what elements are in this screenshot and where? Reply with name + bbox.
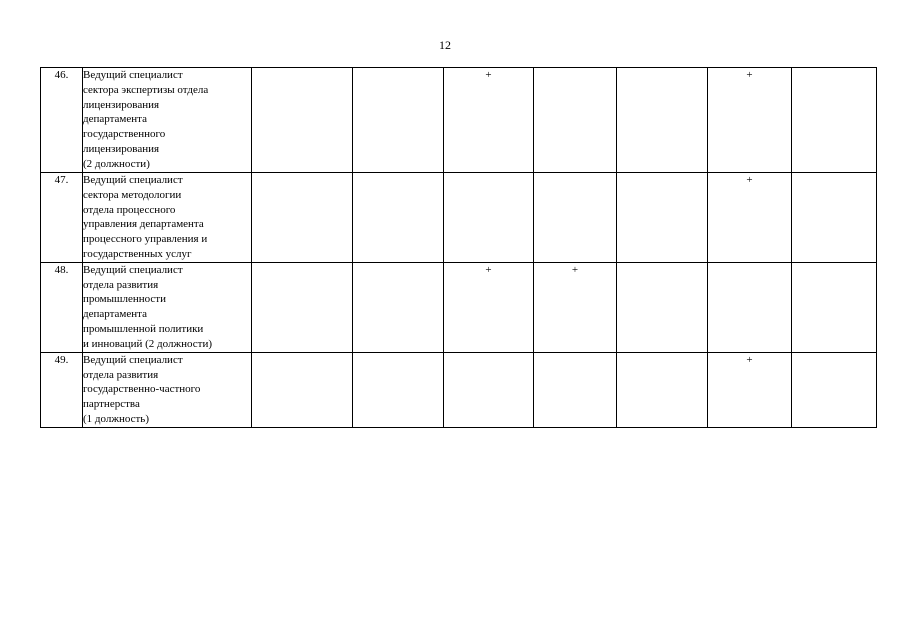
mark-cell — [252, 352, 353, 427]
mark-cell — [353, 352, 444, 427]
mark-cell: + — [444, 262, 534, 352]
row-number: 46. — [41, 68, 83, 173]
table-row — [41, 173, 877, 263]
mark-cell — [534, 68, 617, 173]
description-line: партнерства — [83, 398, 140, 411]
row-number: 47. — [41, 173, 83, 263]
description-line: сектора экспертизы отдела — [83, 83, 209, 96]
mark-cell — [792, 68, 877, 173]
description-line: сектора методологии — [83, 188, 182, 201]
description-line: государственного — [83, 128, 166, 141]
mark-cell — [792, 173, 877, 263]
mark-cell: + — [444, 68, 534, 173]
description-line: (2 должности) — [83, 157, 150, 170]
description-line: (1 должность) — [83, 412, 149, 425]
description-line: лицензирования — [83, 98, 160, 111]
mark-cell — [353, 262, 444, 352]
table-row — [41, 262, 877, 352]
mark-cell — [617, 173, 708, 263]
page-number: 12 — [439, 38, 451, 52]
mark-cell — [252, 262, 353, 352]
position-description — [83, 173, 252, 263]
mark-cell — [617, 352, 708, 427]
position-description — [83, 68, 252, 173]
row-number: 48. — [41, 262, 83, 352]
position-description — [83, 262, 252, 352]
mark-cell — [252, 173, 353, 263]
description-line: Ведущий специалист — [83, 263, 183, 276]
mark-cell — [792, 262, 877, 352]
description-line: отдела развития — [83, 368, 159, 381]
description-line: государственно-частного — [83, 383, 201, 396]
mark-cell — [444, 173, 534, 263]
mark-cell: + — [534, 262, 617, 352]
positions-table — [40, 67, 877, 428]
description-line: лицензирования — [83, 142, 160, 155]
description-line: управления департамента — [83, 218, 204, 231]
mark-cell — [534, 173, 617, 263]
mark-cell — [252, 68, 353, 173]
mark-cell — [444, 352, 534, 427]
mark-cell — [353, 68, 444, 173]
mark-cell — [534, 352, 617, 427]
table-row — [41, 68, 877, 173]
mark-cell — [353, 173, 444, 263]
description-line: промышленной политики — [83, 322, 204, 335]
mark-cell — [792, 352, 877, 427]
mark-cell — [617, 262, 708, 352]
description-line: промышленности — [83, 293, 166, 306]
row-number: 49. — [41, 352, 83, 427]
description-line: отдела развития — [83, 278, 159, 291]
description-line: отдела процессного — [83, 203, 176, 216]
mark-cell: + — [708, 68, 792, 173]
description-line: Ведущий специалист — [83, 69, 183, 81]
description-line: и инноваций (2 должности) — [83, 337, 212, 350]
description-line: департамента — [83, 113, 147, 126]
mark-cell: + — [708, 352, 792, 427]
mark-cell — [617, 68, 708, 173]
description-line: государственных услуг — [83, 247, 192, 260]
description-line: департамента — [83, 308, 147, 321]
description-line: Ведущий специалист — [83, 174, 183, 186]
table-row — [41, 352, 877, 427]
mark-cell: + — [708, 173, 792, 263]
description-line: Ведущий специалист — [83, 353, 183, 366]
mark-cell — [708, 262, 792, 352]
position-description — [83, 352, 252, 427]
description-line: процессного управления и — [83, 233, 208, 246]
